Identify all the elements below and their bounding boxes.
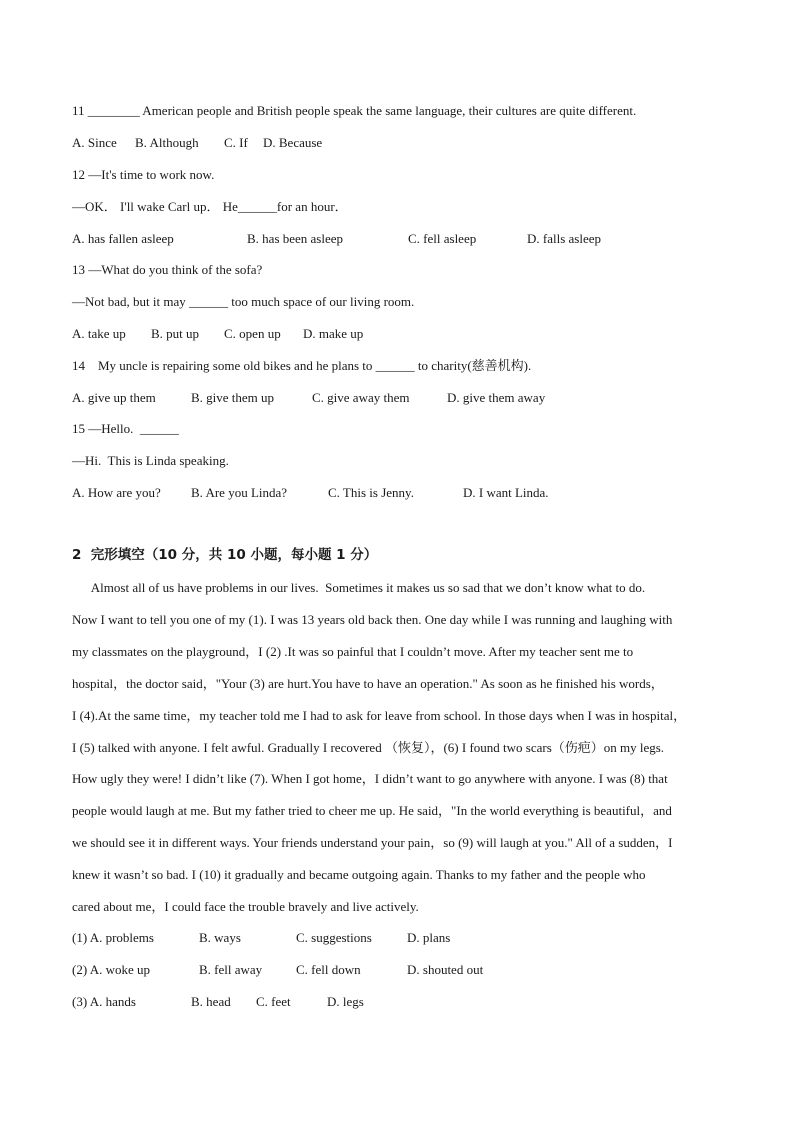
option[interactable]: C. open up xyxy=(224,326,281,341)
option[interactable]: D. Because xyxy=(263,135,323,150)
passage-line: knew it wasn’t so bad. I (10) it gradually and became outgoing again. Thanks to my father and the people who xyxy=(72,867,646,882)
option[interactable]: B. put up xyxy=(151,326,200,341)
passage-line: Almost all of us have problems in our lives. Sometimes it makes us so sad that we don’t know what to do. xyxy=(72,580,646,595)
option[interactable]: A. take up xyxy=(72,326,126,341)
question-15-stem: 15 —Hello. ______ xyxy=(72,421,179,436)
passage-line: How ugly they were! I didn’t like (7). When I got home，I didn’t want to go anywhere with anyone. I was (8) that xyxy=(72,771,668,786)
option[interactable]: C. fell down xyxy=(296,962,361,977)
question-11-stem: 11 ________ American people and British people speak the same language, their cultures are quite different. xyxy=(72,103,637,118)
passage-line: I (5) talked with anyone. I felt awful. Gradually I recovered （恢复），(6) I found two scars（伤疤）on my legs. xyxy=(72,740,665,755)
option[interactable]: B. Although xyxy=(135,135,199,150)
option[interactable]: B. give them up xyxy=(191,390,275,405)
question-14-stem: 14 My uncle is repairing some old bikes and he plans to ______ to charity(慈善机构). xyxy=(72,358,532,373)
passage-line: people would laugh at me. But my father tried to cheer me up. He said，"In the world everything is beautiful，and xyxy=(72,803,672,818)
option[interactable]: C. If xyxy=(224,135,248,150)
passage-line: hospital，the doctor said，"Your (3) are hurt.You have to have an operation." As soon as he finished his words， xyxy=(72,676,664,691)
passage-line: we should see it in different ways. Your friends understand your pain，so (9) will laugh at you." All of a sudden，I xyxy=(72,835,673,850)
option[interactable]: A. give up them xyxy=(72,390,156,405)
option[interactable]: B. fell away xyxy=(199,962,263,977)
option[interactable]: (3) A. hands xyxy=(72,994,136,1009)
option[interactable]: C. fell asleep xyxy=(408,231,477,246)
option[interactable]: B. Are you Linda? xyxy=(191,485,288,500)
option[interactable]: B. has been asleep xyxy=(247,231,344,246)
option[interactable]: A. has fallen asleep xyxy=(72,231,174,246)
passage-line: I (4).At the same time，my teacher told me I had to ask for leave from school. In those days when I was in hospital， xyxy=(72,708,687,723)
question-13-stem: 13 —What do you think of the sofa? xyxy=(72,262,263,277)
question-15-dialogue: —Hi. This is Linda speaking. xyxy=(72,453,229,468)
option[interactable]: A. How are you? xyxy=(72,485,161,500)
passage-line: cared about me，I could face the trouble bravely and live actively. xyxy=(72,899,419,914)
option[interactable]: D. shouted out xyxy=(407,962,484,977)
option[interactable]: C. This is Jenny. xyxy=(328,485,414,500)
option[interactable]: B. ways xyxy=(199,930,241,945)
option[interactable]: D. plans xyxy=(407,930,451,945)
passage-line: Now I want to tell you one of my (1). I was 13 years old back then. One day while I was running and laughing with xyxy=(72,612,673,627)
option[interactable]: D. legs xyxy=(327,994,364,1009)
section-heading: 2 完形填空（10 分，共 10 小题，每小题 1 分） xyxy=(72,547,378,563)
option[interactable]: D. falls asleep xyxy=(527,231,602,246)
option[interactable]: B. head xyxy=(191,994,231,1009)
question-12-dialogue: —OK． I'll wake Carl up． He______for an hour． xyxy=(72,199,348,214)
option[interactable]: C. suggestions xyxy=(296,930,372,945)
option[interactable]: D. make up xyxy=(303,326,364,341)
question-13-dialogue: —Not bad, but it may ______ too much space of our living room. xyxy=(72,294,415,309)
option[interactable]: D. I want Linda. xyxy=(463,485,549,500)
option[interactable]: (1) A. problems xyxy=(72,930,154,945)
option[interactable]: D. give them away xyxy=(447,390,546,405)
option[interactable]: (2) A. woke up xyxy=(72,962,150,977)
question-12-stem: 12 —It's time to work now. xyxy=(72,167,215,182)
cloze-item-3-options xyxy=(72,993,364,1101)
option[interactable]: C. give away them xyxy=(312,390,410,405)
passage-line: my classmates on the playground，I (2) .It was so painful that I couldn’t move. After my teacher sent me to xyxy=(72,644,634,659)
option[interactable]: A. Since xyxy=(72,135,117,150)
option[interactable]: C. feet xyxy=(256,994,291,1009)
